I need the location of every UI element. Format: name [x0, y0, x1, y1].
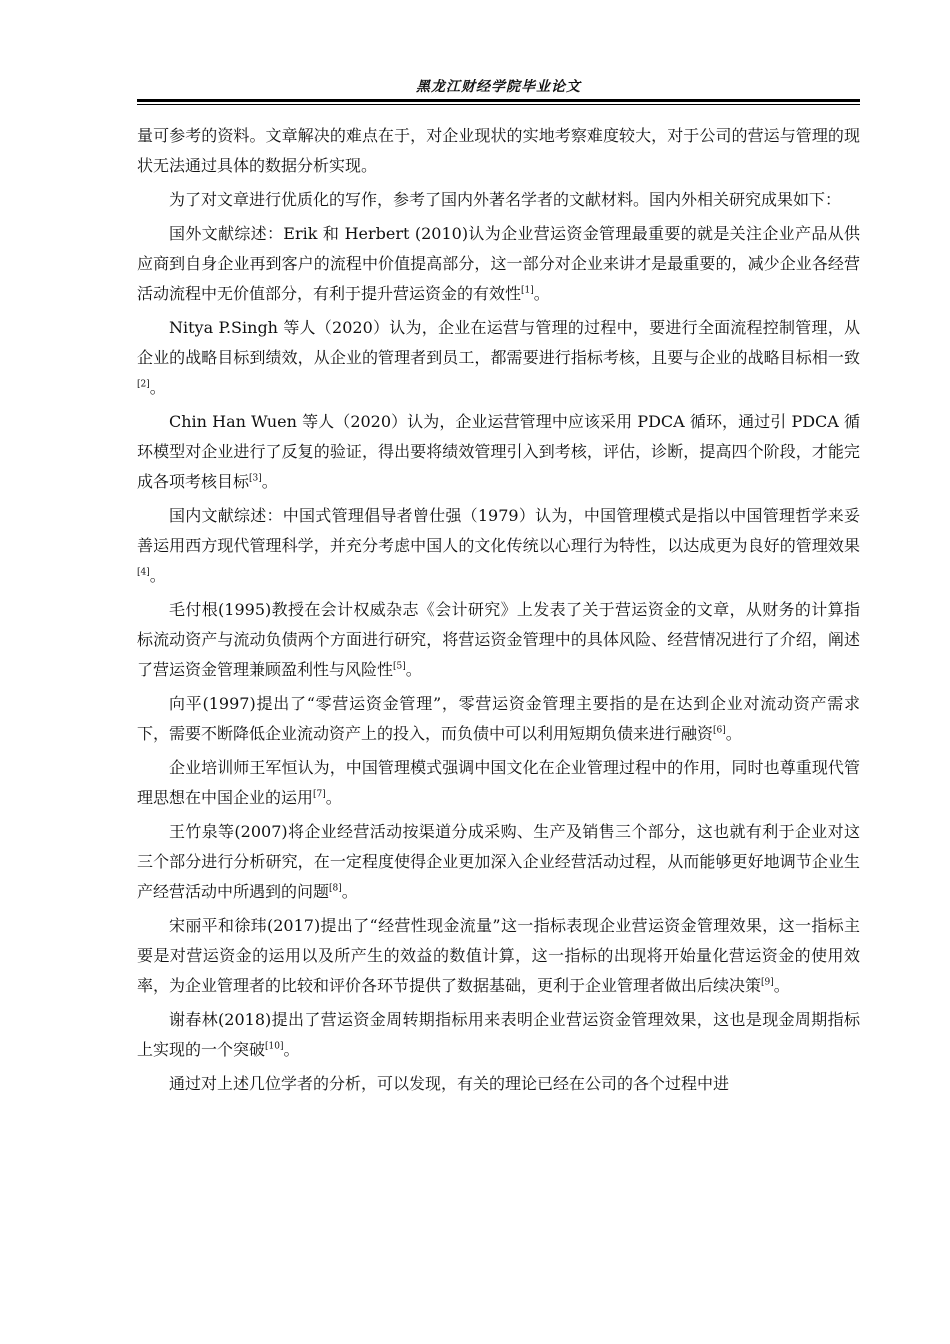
paragraph-summary: 通过对上述几位学者的分析，可以发现，有关的理论已经在公司的各个过程中进 — [169, 1074, 730, 1093]
citation-marker: [1] — [521, 285, 534, 296]
citation-marker: [4] — [137, 567, 150, 578]
paragraph-foreign-review: 国外文献综述：Erik 和 Herbert (2010)认为企业营运资金管理最重要的就是关注企业产品从供应商到自身企业再到客户的流程中价值提高部分，这一部分对企业来讲才是最重要的，减少企业各经营活动流程中无价值部分，有利于提升营运资金的有效性[1]。 — [137, 224, 860, 303]
paragraph-domestic-review: 国内文献综述：中国式管理倡导者曾仕强（1979）认为，中国管理模式是指以中国管理哲学来妥善运用西方现代管理科学，并充分考虑中国人的文化传统以心理行为特性，以达成更为良好的管理效果[4]。 — [137, 506, 860, 585]
paragraph-mao: 毛付根(1995)教授在会计权威杂志《会计研究》上发表了关于营运资金的文章，从财务的计算指标流动资产与流动负债两个方面进行研究，将营运资金管理中的具体风险、经营情况进行了介绍，阐述了营运资金管理兼顾盈利性与风险性[5]。 — [137, 600, 860, 679]
citation-marker: [5] — [393, 661, 406, 672]
paragraph-xie: 谢春林(2018)提出了营运资金周转期指标用来表明企业营运资金管理效果，这也是现金周期指标上实现的一个突破[10]。 — [137, 1010, 860, 1059]
citation-marker: [3] — [249, 473, 262, 484]
citation-marker: [2] — [137, 379, 150, 390]
citation-marker: [8] — [329, 883, 342, 894]
paragraph-continuation: 量可参考的资料。文章解决的难点在于，对企业现状的实地考察难度较大，对于公司的营运与管理的现状无法通过具体的数据分析实现。 — [137, 126, 860, 175]
paragraph-wuen: Chin Han Wuen 等人（2020）认为，企业运营管理中应该采用 PDCA 循环，通过引 PDCA 循环模型对企业进行了反复的验证，得出要将绩效管理引入到考核，评估，诊断，提高四个阶段，才能完成各项考核目标[3]。 — [137, 412, 860, 491]
citation-marker: [9] — [761, 977, 774, 988]
citation-marker: [6] — [713, 725, 726, 736]
header-rule-thick — [137, 99, 860, 102]
running-header: 黑龙江财经学院毕业论文 — [416, 79, 581, 95]
citation-marker: [10] — [265, 1041, 284, 1052]
body-text — [137, 121, 860, 1103]
paragraph-singh: Nitya P.Singh 等人（2020）认为，企业在运营与管理的过程中，要进行全面流程控制管理，从企业的战略目标到绩效，从企业的管理者到员工，都需要进行指标考核，且要与企业的战略目标相一致[2]。 — [137, 318, 860, 397]
paragraph-wang-junheng: 企业培训师王军恒认为，中国管理模式强调中国文化在企业管理过程中的作用，同时也尊重现代管理思想在中国企业的运用[7]。 — [137, 758, 860, 807]
paragraph-song-xu: 宋丽平和徐玮(2017)提出了“经营性现金流量”这一指标表现企业营运资金管理效果，这一指标主要是对营运资金的运用以及所产生的效益的数值计算，这一指标的出现将开始量化营运资金的使用效率，为企业管理者的比较和评价各环节提供了数据基础，更利于企业管理者做出后续决策[9]。 — [137, 916, 860, 995]
paragraph-intro: 为了对文章进行优质化的写作，参考了国内外著名学者的文献材料。国内外相关研究成果如下： — [169, 190, 842, 209]
header-rule-thin — [137, 104, 860, 105]
citation-marker: [7] — [313, 789, 326, 800]
paragraph-wang-zhuquan: 王竹泉等(2007)将企业经营活动按渠道分成采购、生产及销售三个部分，这也就有利于企业对这三个部分进行分析研究，在一定程度使得企业更加深入企业经营活动过程，从而能够更好地调节企业生产经营活动中所遇到的问题[8]。 — [137, 822, 860, 901]
paragraph-xiang: 向平(1997)提出了“零营运资金管理”，零营运资金管理主要指的是在达到企业对流动资产需求下，需要不断降低企业流动资产上的投入，而负债中可以利用短期负债来进行融资[6]。 — [137, 694, 860, 743]
